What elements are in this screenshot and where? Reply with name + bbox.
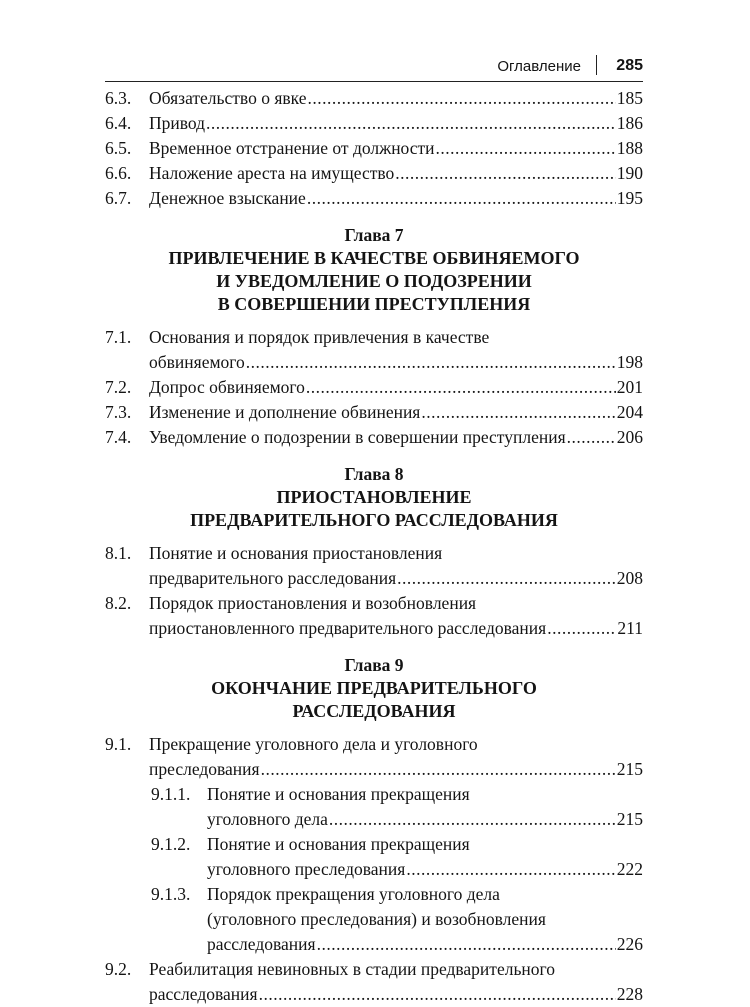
entry-number: 7.3.	[105, 402, 132, 422]
entry-last-line	[149, 161, 643, 186]
entry-page-number: 206	[616, 427, 643, 447]
entry-title-line: обвиняемого	[149, 352, 245, 372]
entry-title-line: уголовного дела	[207, 809, 328, 829]
entry-title-line: Прекращение уголовного дела и уголовного	[149, 734, 478, 754]
chapter-heading	[105, 223, 643, 316]
entry-title-line: (уголовного преследования) и возобновления	[207, 909, 546, 929]
toc-subentry[interactable]	[105, 882, 643, 957]
toc-entry[interactable]	[105, 161, 643, 186]
toc-subentry[interactable]	[105, 832, 643, 882]
entry-body	[149, 732, 643, 782]
toc-entry[interactable]	[105, 425, 643, 450]
toc-entry[interactable]	[105, 400, 643, 425]
entry-page-number: 204	[616, 402, 643, 422]
dot-leader	[436, 136, 616, 161]
chapter-title	[105, 677, 643, 723]
dot-leader	[307, 86, 615, 111]
entry-title-line: Денежное взыскание	[149, 188, 306, 208]
entry-body	[149, 111, 643, 136]
entry-title-line: Реабилитация невиновных в стадии предварительного	[149, 959, 556, 979]
chapter-title-line: И УВЕДОМЛЕНИЕ О ПОДОЗРЕНИИ	[216, 271, 532, 291]
chapter-title	[105, 247, 643, 316]
entry-page-number: 228	[616, 984, 643, 1004]
entry-last-line	[207, 807, 643, 832]
entry-number: 6.4.	[105, 113, 132, 133]
entry-title-line: Порядок прекращения уголовного дела	[207, 884, 500, 904]
toc-entry[interactable]	[105, 86, 643, 111]
header-divider	[596, 55, 598, 75]
toc-entry[interactable]	[105, 136, 643, 161]
dot-leader	[329, 807, 616, 832]
entry-page-number: 222	[616, 859, 643, 879]
entry-body	[149, 425, 643, 450]
dot-leader	[317, 932, 616, 957]
dot-leader	[397, 566, 616, 591]
entry-last-line	[207, 932, 643, 957]
entry-last-line	[149, 350, 643, 375]
entry-number: 6.3.	[105, 88, 132, 108]
dot-leader	[261, 757, 616, 782]
entry-body	[149, 186, 643, 211]
entry-last-line	[149, 136, 643, 161]
entry-last-line	[149, 982, 643, 1007]
chapter-heading	[105, 653, 643, 723]
entry-number: 7.2.	[105, 377, 132, 397]
entry-body	[149, 161, 643, 186]
toc-entry[interactable]	[105, 591, 643, 641]
entry-page-number: 215	[616, 809, 643, 829]
dot-leader	[259, 982, 616, 1007]
entry-page-number: 195	[616, 188, 643, 208]
dot-leader	[567, 425, 616, 450]
entry-title-line: Допрос обвиняемого	[149, 377, 305, 397]
entry-number: 6.5.	[105, 138, 132, 158]
entry-last-line	[207, 857, 643, 882]
entry-title-line: Уведомление о подозрении в совершении преступления	[149, 427, 566, 447]
entry-last-line	[149, 425, 643, 450]
entry-title-line: преследования	[149, 759, 260, 779]
entry-number: 6.7.	[105, 188, 132, 208]
entry-body	[207, 882, 643, 957]
entry-number: 6.6.	[105, 163, 132, 183]
entry-title-line: расследования	[149, 984, 258, 1004]
entry-last-line	[149, 86, 643, 111]
entry-page-number: 208	[616, 568, 643, 588]
entry-last-line	[149, 616, 643, 641]
entry-title-line: Понятие и основания прекращения	[207, 784, 470, 804]
chapter-number: Глава 9	[344, 655, 404, 675]
entry-page-number: 211	[617, 618, 643, 638]
chapter-heading	[105, 462, 643, 532]
entry-title-line: Привод	[149, 113, 206, 133]
chapter-number: Глава 7	[344, 225, 404, 245]
dot-leader	[246, 350, 616, 375]
chapter-title-line: В СОВЕРШЕНИИ ПРЕСТУПЛЕНИЯ	[217, 294, 531, 314]
dot-leader	[406, 857, 615, 882]
dot-leader	[395, 161, 615, 186]
entry-number: 7.4.	[105, 427, 132, 447]
entry-number: 8.1.	[105, 543, 132, 563]
chapter-title	[105, 486, 643, 532]
entry-title-line: расследования	[207, 934, 316, 954]
entry-page-number: 185	[616, 88, 643, 108]
entry-last-line	[149, 757, 643, 782]
toc-entry[interactable]	[105, 325, 643, 375]
dot-leader	[206, 111, 616, 136]
dot-leader	[421, 400, 615, 425]
entry-number: 9.1.2.	[151, 834, 191, 854]
entry-body	[149, 541, 643, 591]
entry-body	[149, 375, 643, 400]
toc-subentry[interactable]	[105, 782, 643, 832]
toc-entry[interactable]	[105, 541, 643, 591]
entry-title-line: Понятие и основания прекращения	[207, 834, 470, 854]
entry-title-line: уголовного преследования	[207, 859, 406, 879]
chapter-title-line: ПРИВЛЕЧЕНИЕ В КАЧЕСТВЕ ОБВИНЯЕМОГО	[168, 248, 580, 268]
entry-page-number: 201	[616, 377, 643, 397]
table-of-contents	[105, 86, 643, 1007]
entry-last-line	[149, 111, 643, 136]
entry-number: 9.1.3.	[151, 884, 191, 904]
entry-title-line: Изменение и дополнение обвинения	[149, 402, 421, 422]
entry-title-line: Понятие и основания приостановления	[149, 543, 443, 563]
entry-title-line: Обязательство о явке	[149, 88, 307, 108]
entry-body	[149, 591, 643, 641]
entry-title-line: Временное отстранение от должности	[149, 138, 435, 158]
entry-body	[207, 782, 643, 832]
entry-number: 7.1.	[105, 327, 132, 347]
running-header	[105, 55, 643, 82]
chapter-number: Глава 8	[344, 464, 404, 484]
chapter-title-line: ОКОНЧАНИЕ ПРЕДВАРИТЕЛЬНОГО	[211, 678, 537, 698]
entry-number: 9.2.	[105, 959, 132, 979]
chapter-title-line: ПРЕДВАРИТЕЛЬНОГО РАССЛЕДОВАНИЯ	[190, 510, 558, 530]
entry-page-number: 226	[616, 934, 643, 954]
entry-page-number: 198	[616, 352, 643, 372]
entry-body	[149, 86, 643, 111]
entry-number: 9.1.1.	[151, 784, 191, 804]
page-number: 285	[616, 57, 643, 74]
entry-last-line	[149, 375, 643, 400]
toc-entry[interactable]	[105, 732, 643, 782]
entry-number: 8.2.	[105, 593, 132, 613]
entry-last-line	[149, 566, 643, 591]
entry-page-number: 215	[616, 759, 643, 779]
entry-body	[207, 832, 643, 882]
entry-last-line	[149, 400, 643, 425]
chapter-title-line: ПРИОСТАНОВЛЕНИЕ	[276, 487, 472, 507]
section-title: Оглавление	[497, 58, 581, 75]
entry-body	[149, 325, 643, 375]
entry-page-number: 188	[616, 138, 643, 158]
dot-leader	[547, 616, 616, 641]
entry-body	[149, 136, 643, 161]
entry-number: 9.1.	[105, 734, 132, 754]
dot-leader	[306, 375, 616, 400]
entry-title-line: Основания и порядок привлечения в качестве	[149, 327, 490, 347]
dot-leader	[307, 186, 616, 211]
entry-title-line: предварительного расследования	[149, 568, 397, 588]
toc-entry[interactable]	[105, 186, 643, 211]
toc-entry[interactable]	[105, 375, 643, 400]
chapter-title-line: РАССЛЕДОВАНИЯ	[292, 701, 456, 721]
entry-title-line: приостановленного предварительного расследования	[149, 618, 547, 638]
entry-page-number: 186	[616, 113, 643, 133]
entry-page-number: 190	[616, 163, 643, 183]
entry-title-line: Наложение ареста на имущество	[149, 163, 395, 183]
entry-last-line	[149, 186, 643, 211]
toc-entry[interactable]	[105, 111, 643, 136]
entry-title-line: Порядок приостановления и возобновления	[149, 593, 477, 613]
entry-body	[149, 400, 643, 425]
